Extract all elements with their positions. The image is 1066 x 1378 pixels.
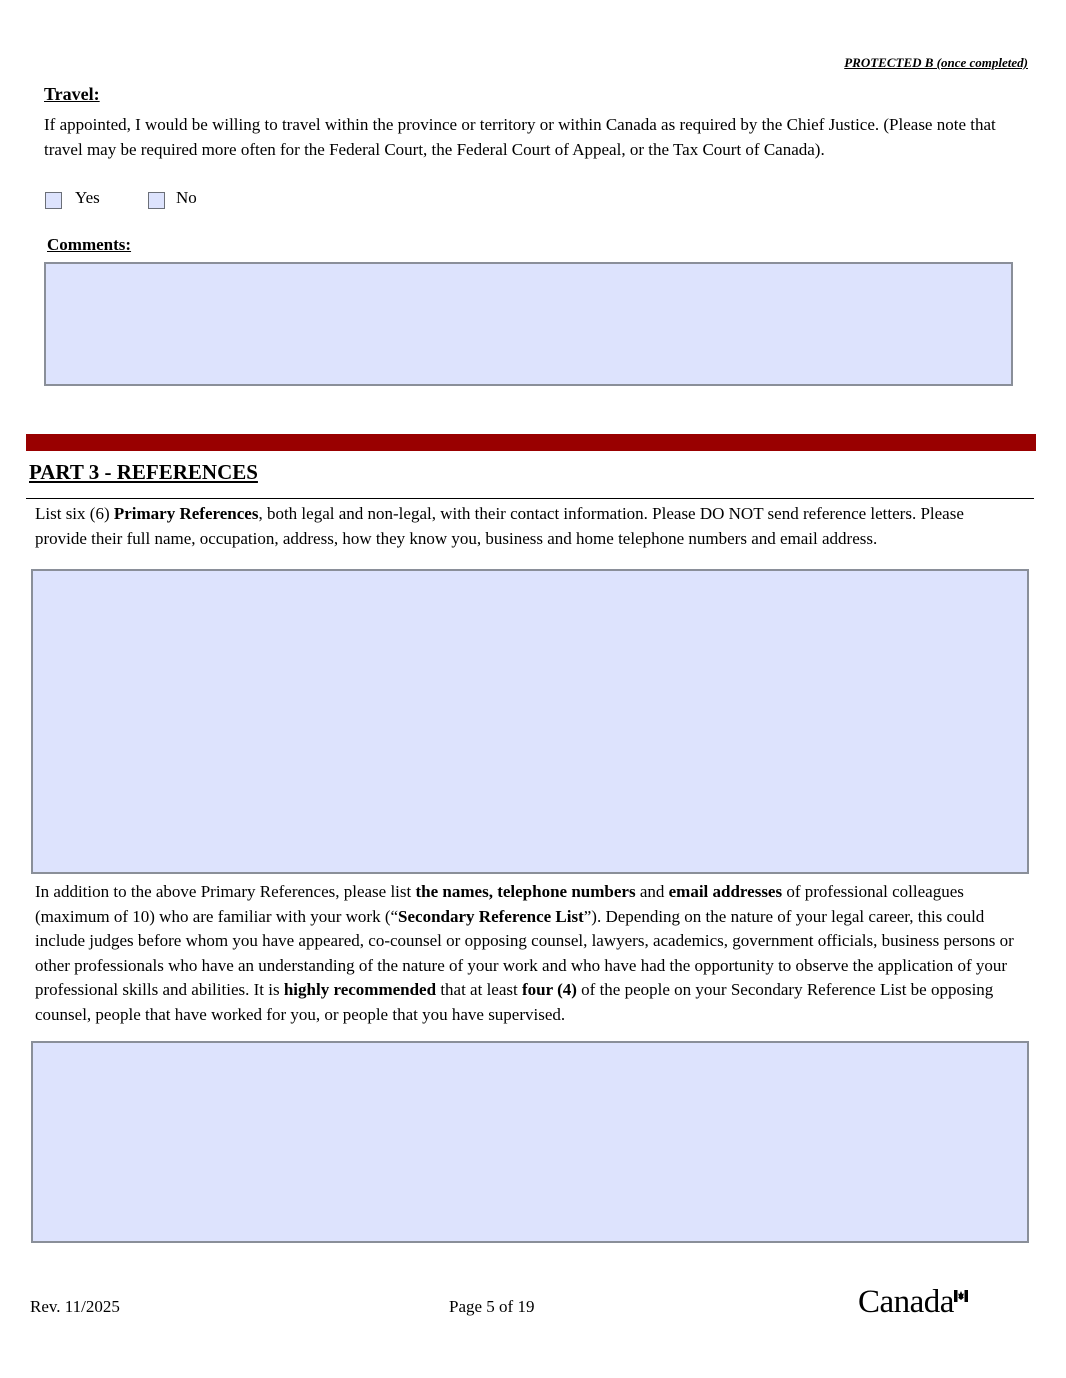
p1-text-a: List six (6) <box>35 504 114 523</box>
travel-yes-label: Yes <box>75 188 100 207</box>
secondary-references-instructions <box>35 880 1030 1027</box>
canada-wordmark-text: Canada <box>858 1284 954 1320</box>
revision-label: Rev. 11/2025 <box>30 1297 120 1316</box>
comments-field[interactable] <box>44 262 1013 386</box>
canada-flag-icon <box>954 1290 968 1302</box>
p2-text-c: and <box>635 882 669 901</box>
travel-text: If appointed, I would be willing to travel within the province or territory or within Canada as required by the Chief Justice. (Please note that travel may be required more often for the Federal Court, the Federal Court of Appeal, or the Tax Court of Canada). <box>44 115 996 159</box>
p2-bold-email: email addresses <box>668 882 783 901</box>
primary-references-field[interactable] <box>31 569 1029 874</box>
protected-b-label: PROTECTED B (once completed) <box>844 55 1028 70</box>
canada-wordmark <box>858 1284 973 1328</box>
page-number: Page 5 of 19 <box>449 1297 535 1316</box>
part3-title: PART 3 - REFERENCES <box>29 460 258 484</box>
p2-text-k: of the people on your Secondary Reference List be opposing counsel, people that have worked for you, or people that you have supervised. <box>35 980 994 1024</box>
part3-rule <box>26 498 1034 499</box>
primary-references-instructions <box>35 502 1010 551</box>
p2-bold-four: four (4) <box>521 980 577 999</box>
p1-bold-primary-references: Primary References <box>113 504 259 523</box>
p2-text-a: In addition to the above Primary References, please list <box>35 882 416 901</box>
p2-bold-secondary-list: Secondary Reference List <box>398 906 584 926</box>
travel-yes-checkbox[interactable] <box>45 192 62 209</box>
p2-bold-highly-recommended: highly recommended <box>283 980 437 999</box>
p1-text-c: , both legal and non-legal, with their contact information. Please DO NOT send reference letters. Please provide their full name, occupation, address, how they know you, business and home telephone numbers and email address. <box>35 504 964 548</box>
travel-no-checkbox[interactable] <box>148 192 165 209</box>
section-divider-bar <box>26 434 1036 451</box>
travel-heading: Travel: <box>44 84 100 104</box>
p2-text-e: of professional colleagues (maximum of 10) who are familiar with your work (“ <box>35 882 964 926</box>
p2-text-i: that at least <box>436 980 522 999</box>
p2-bold-names-phones: the names, telephone numbers <box>415 882 636 901</box>
p2-text-g: ”). Depending on the nature of your legal career, this could include judges before whom you have appeared, co-counsel or opposing counsel, lawyers, academics, government officials, business persons or other professionals who have an understanding of the nature of your work and who have had the opportunity to observe the application of your professional skills and abilities. It is <box>35 906 1014 999</box>
travel-no-label: No <box>176 188 197 207</box>
comments-label: Comments: <box>47 235 132 254</box>
secondary-references-field[interactable] <box>31 1041 1029 1243</box>
